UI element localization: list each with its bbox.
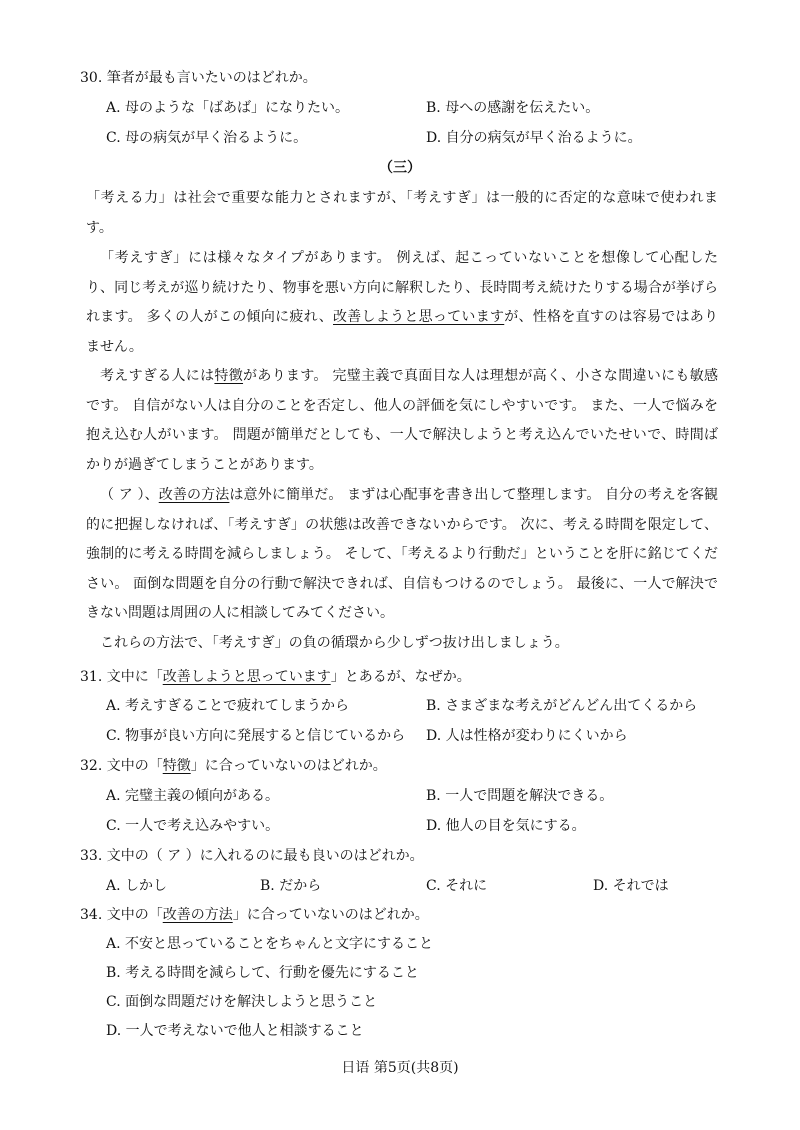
- question-33-option-a: A. しかし: [106, 878, 168, 894]
- question-34-stem-suffix: 」に合っていないのはどれか。: [232, 907, 429, 923]
- question-32-option-d: D. 他人の目を気にする。: [426, 818, 586, 834]
- question-32-stem-prefix: 32. 文中の「: [80, 758, 163, 774]
- question-33-option-d: D. それでは: [593, 878, 669, 894]
- question-32-stem-suffix: 」に合っていないのはどれか。: [190, 758, 387, 774]
- question-32-stem: [80, 756, 387, 776]
- question-32-option-a: A. 完璧主義の傾向がある。: [106, 788, 280, 804]
- question-31-stem: [80, 667, 471, 687]
- question-34-stem-underlined: 改善の方法: [162, 907, 233, 923]
- question-33-stem: 33. 文中の（ ア ）に入れるのに最も良いのはどれか。: [80, 848, 424, 864]
- question-34-option-b: B. 考える時間を減らして、行動を優先にすること: [106, 965, 419, 981]
- passage-paragraph-4: [86, 481, 718, 629]
- passage-paragraph-3: [86, 362, 718, 480]
- underlined-phrase-tokuchou: 特徴: [214, 368, 244, 384]
- question-32-option-b: B. 一人で問題を解決できる。: [426, 788, 614, 804]
- question-33-option-b: B. だから: [260, 878, 322, 894]
- question-31-option-a: A. 考えすぎることで疲れてしまうから: [106, 698, 350, 714]
- question-33-option-c: C. それに: [426, 878, 488, 894]
- question-30-option-d: D. 自分の病気が早く治るように。: [426, 130, 642, 146]
- question-34-option-d: D. 一人で考えないで他人と相談すること: [106, 1023, 364, 1039]
- question-31-option-b: B. さまざまな考えがどんどん出てくるから: [426, 698, 698, 714]
- question-34-option-c: C. 面倒な問題だけを解決しようと思うこと: [106, 994, 378, 1010]
- passage-p3-text-b: があります。 完璧主義で真面目な人は理想が高く、小さな間違いにも敏感です。 自信がない人は自分のことを否定し、他人の評価を気にしやすいです。 また、一人で悩みを抱え込む人がいます。 問題が簡単だとしても、一人で解決しようと考え込んでいたせいで、時間ばかりが過ぎてしまうことがあります。: [86, 368, 719, 473]
- underlined-phrase-kaizen-omoi: 改善しようと思っています: [333, 309, 505, 325]
- passage-p4-text-a: （ ア ）、: [100, 487, 159, 503]
- question-30-option-c: C. 母の病気が早く治るように。: [106, 130, 308, 146]
- question-31-stem-suffix: 」とあるが、なぜか。: [330, 669, 471, 685]
- passage-p2-text-a: 「考えすぎ」には様々なタイプがあります。 例えば、起こっていないことを想像して心配したり、同じ考えが巡り続けたり、物事を悪い方向に解釈したり、長時間考え続けたりする場合が挙げられます。 多くの人がこの傾向に疲れ、: [86, 250, 718, 325]
- page-footer: 日语 第5页(共8页): [341, 1060, 459, 1076]
- passage-p3-text-a: 考えすぎる人には: [100, 368, 215, 384]
- question-30-option-a: A. 母のような「ばあば」になりたい。: [106, 100, 350, 116]
- passage-p4-text-b: は意外に簡単だ。 まずは心配事を書き出して整理します。 自分の考えを客観的に把握しなければ、「考えすぎ」の状態は改善できないからです。 次に、考える時間を限定して、強制的に考える時間を減らしましょう。 そして、「考えるより行動だ」ということを肝に銘じてください。 面倒な問題を自分の行動で解決できれば、自信もつけるのでしょう。 最後に、一人で解決できない問題は周囲の人に相談してみてください。: [86, 487, 719, 621]
- question-32-stem-underlined: 特徴: [162, 758, 191, 774]
- passage-paragraph-2: [86, 244, 718, 362]
- question-32-option-c: C. 一人で考え込みやすい。: [106, 818, 280, 834]
- question-31-stem-underlined: 改善しようと思っています: [162, 669, 331, 685]
- question-31-stem-prefix: 31. 文中に「: [80, 669, 163, 685]
- passage-paragraph-1: 「考える力」は社会で重要な能力とされますが、「考えすぎ」は一般的に否定的な意味で使われます。: [86, 190, 718, 236]
- question-30-stem: 30. 筆者が最も言いたいのはどれか。: [80, 70, 317, 86]
- passage-paragraph-5: これらの方法で、「考えすぎ」の負の循環から少しずつ抜け出しましょう。: [100, 635, 569, 651]
- underlined-phrase-kaizen-houhou: 改善の方法: [158, 487, 230, 503]
- question-34-stem: [80, 905, 429, 925]
- question-34-option-a: A. 不安と思っていることをちゃんと文字にすること: [106, 936, 434, 952]
- question-31-option-c: C. 物事が良い方向に発展すると信じているから: [106, 728, 406, 744]
- section-heading: （三）: [379, 160, 421, 176]
- question-30-option-b: B. 母への感謝を伝えたい。: [426, 100, 600, 116]
- passage-p2-text-b: が、性格を直すのは容易ではありません。: [86, 309, 719, 355]
- question-34-stem-prefix: 34. 文中の「: [80, 907, 163, 923]
- question-31-option-d: D. 人は性格が変わりにくいから: [426, 728, 628, 744]
